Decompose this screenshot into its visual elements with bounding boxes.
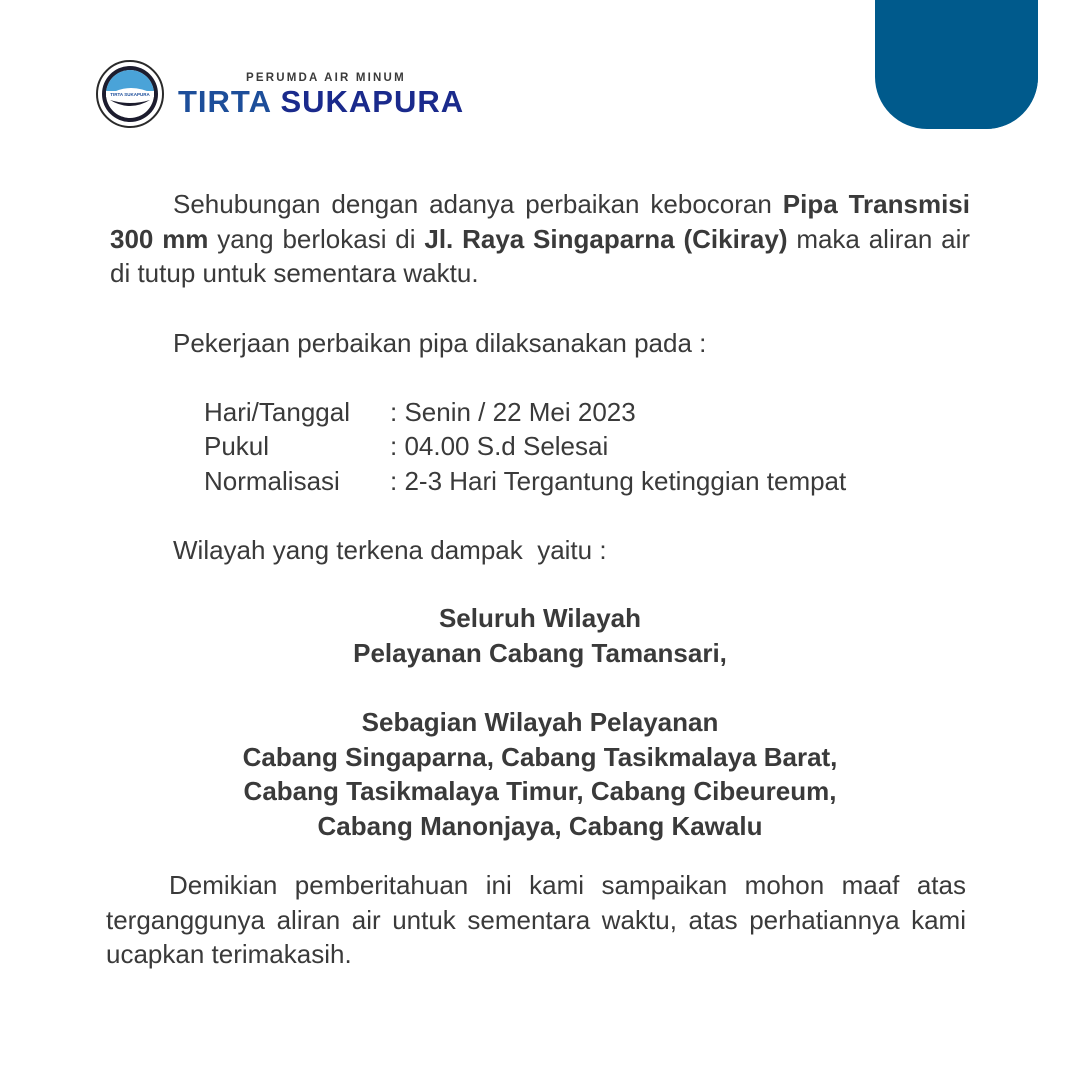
logo-name [178,84,464,120]
schedule-value: : Senin / 22 Mei 2023 [390,397,636,427]
closing-text: Demikian pemberitahuan ini kami sampaikan mohon maaf atas terganggunya aliran air untuk sementara waktu, atas perhatiannya kami ucapkan terimakasih. [106,870,966,969]
closing-paragraph [106,868,966,972]
schedule-row-normalization [204,464,846,499]
affected-line: Pelayanan Cabang Tamansari, [353,637,727,668]
affected-line: Sebagian Wilayah Pelayanan [361,707,719,737]
affected-intro: Wilayah yang terkena dampak yaitu : [173,535,607,565]
schedule-value: : 04.00 S.d Selesai [390,431,609,461]
affected-line: Cabang Tasikmalaya Timur, Cabang Cibeureum, [243,776,837,806]
affected-line: Cabang Manonjaya, Cabang Kawalu [317,810,763,841]
logo-name-part1: TIRTA [178,84,271,119]
schedule-label: Hari/Tanggal [204,397,350,427]
affected-line: Seluruh Wilayah [438,603,642,633]
intro-text-2: yang berlokasi di [208,223,425,254]
affected-full-areas [110,601,970,670]
intro-paragraph [110,187,970,291]
intro-location: Jl. Raya Singaparna (Cikiray) [424,223,788,254]
logo-org-label: PERUMDA AIR MINUM [246,72,406,84]
logo-name-part2: SUKAPURA [280,84,465,119]
schedule-value: : 2-3 Hari Tergantung ketinggian tempat [390,466,847,496]
schedule-label: Normalisasi [204,466,340,496]
schedule-row-date [204,395,636,430]
intro-pipe: Pipa Transmisi 300 mm [110,189,970,254]
emblem-text: TIRTA SUKAPURA [110,92,150,97]
schedule-label: Pukul [204,431,270,461]
intro-text-1: Sehubungan dengan adanya perbaikan kebocoran [173,189,783,219]
work-intro: Pekerjaan perbaikan pipa dilaksanakan pada : [173,328,707,358]
company-logo-icon [96,60,164,128]
affected-line: Cabang Singaparna, Cabang Tasikmalaya Barat, [242,741,838,772]
intro-text-3: maka aliran air di tutup untuk sementara waktu. [110,223,971,288]
affected-partial-areas [110,705,970,843]
corner-decoration [875,0,1038,129]
schedule-row-time [204,429,608,464]
